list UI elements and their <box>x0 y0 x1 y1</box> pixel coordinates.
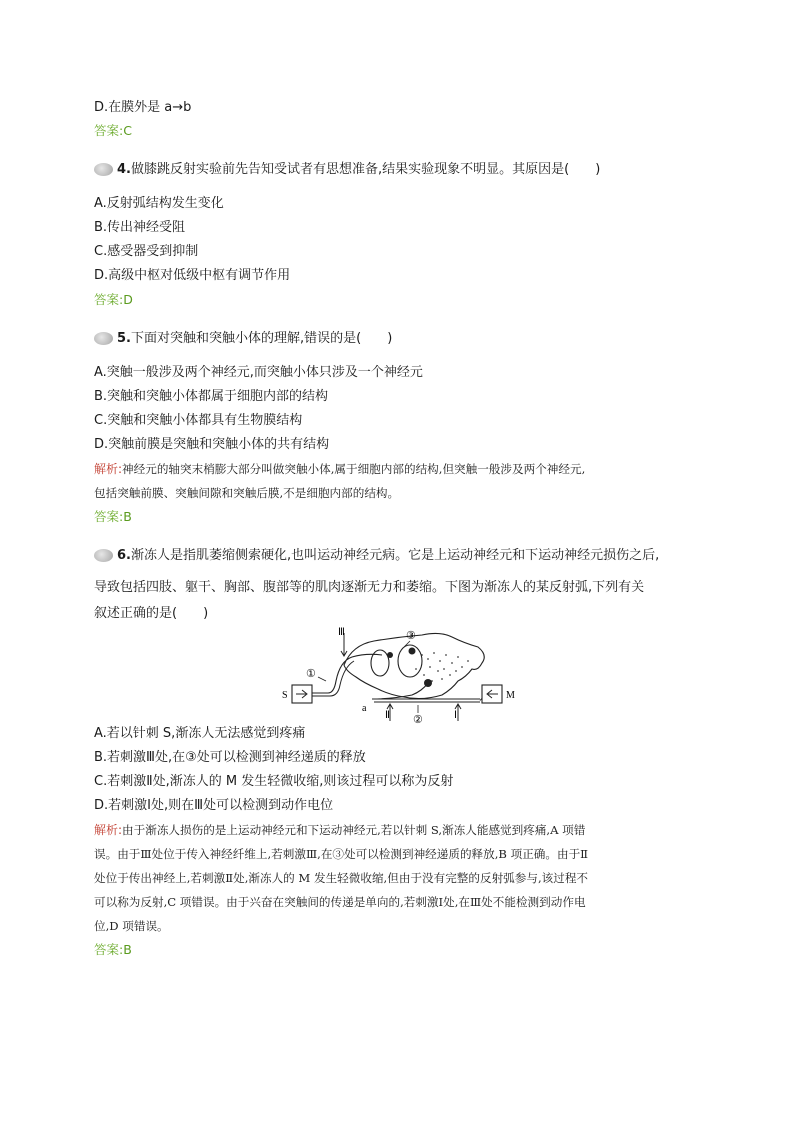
q6-explanation-line-3: 处位于传出神经上,若刺激Ⅱ处,渐冻人的 M 发生轻微收缩,但由于没有完整的反射弧参与,该过程不 <box>94 871 589 885</box>
q3-answer <box>94 122 132 140</box>
q5-explanation-line-2: 包括突触前膜、突触间隙和突触后膜,不是细胞内部的结构。 <box>94 486 400 500</box>
explanation-label: 解析: <box>94 823 123 837</box>
label-circled-2: ② <box>413 714 423 725</box>
reflex-arc-figure <box>282 625 522 725</box>
answer-label: 答案: <box>94 509 124 524</box>
label-a: a <box>362 703 367 714</box>
q6-option-d: D.若刺激Ⅰ处,则在Ⅲ处可以检测到动作电位 <box>94 798 334 813</box>
answer-value: D <box>123 292 133 307</box>
q5-number: 5. <box>117 331 131 346</box>
q5-option-a: A.突触一般涉及两个神经元,而突触小体只涉及一个神经元 <box>94 365 423 380</box>
question-marker-icon <box>94 332 113 345</box>
answer-label: 答案: <box>94 123 124 138</box>
q6-explanation-line-5: 位,D 项错误。 <box>94 919 169 933</box>
q5-option-d: D.突触前膜是突触和突触小体的共有结构 <box>94 437 330 452</box>
q6-stem-text: 渐冻人是指肌萎缩侧索硬化,也叫运动神经元病。它是上运动神经元和下运动神经元损伤之后, <box>130 548 660 563</box>
q6-answer <box>94 941 132 959</box>
q4-number: 4. <box>117 162 131 177</box>
q6-option-a: A.若以针刺 S,渐冻人无法感觉到疼痛 <box>94 726 306 741</box>
q5-option-c: C.突触和突触小体都具有生物膜结构 <box>94 413 303 428</box>
q6-option-b: B.若刺激Ⅲ处,在③处可以检测到神经递质的释放 <box>94 750 366 765</box>
q4-stem-text: 做膝跳反射实验前先告知受试者有思想准备,结果实验现象不明显。其原因是( ) <box>130 162 601 177</box>
answer-value: B <box>123 509 132 524</box>
q6-stem-line-2: 导致包括四肢、躯干、胸部、腹部等的肌肉逐渐无力和萎缩。下图为渐冻人的某反射弧,下列有关 <box>94 580 645 595</box>
q4-stem <box>117 161 600 179</box>
explanation-text: 由于渐冻人损伤的是上运动神经元和下运动神经元,若以针刺 S,渐冻人能感觉到疼痛,A 项错 <box>122 823 586 837</box>
label-m: M <box>506 690 515 701</box>
q4-option-d: D.高级中枢对低级中枢有调节作用 <box>94 268 291 283</box>
answer-label: 答案: <box>94 942 124 957</box>
q5-explanation-line-1 <box>94 460 585 478</box>
label-s: S <box>282 690 288 701</box>
q6-explanation-line-2: 误。由于Ⅲ处位于传入神经纤维上,若刺激Ⅲ,在③处可以检测到神经递质的释放,B 项正确。由于Ⅱ <box>94 847 589 861</box>
q6-explanation-line-1 <box>94 821 585 839</box>
label-circled-1: ① <box>306 668 316 680</box>
q6-number: 6. <box>117 548 131 563</box>
q4-option-c: C.感受器受到抑制 <box>94 244 199 259</box>
question-marker-icon <box>94 163 113 176</box>
q6-explanation-line-4: 可以称为反射,C 项错误。由于兴奋在突触间的传递是单向的,若刺激Ⅰ处,在Ⅲ处不能检测到动作电 <box>94 895 586 909</box>
explanation-text: 神经元的轴突末梢膨大部分叫做突触小体,属于细胞内部的结构,但突触一般涉及两个神经元, <box>122 462 586 476</box>
q4-answer <box>94 291 133 309</box>
label-roman-1: Ⅰ <box>454 710 457 721</box>
answer-label: 答案: <box>94 292 124 307</box>
question-marker-icon <box>94 549 113 562</box>
q5-answer <box>94 508 132 526</box>
q6-option-c: C.若刺激Ⅱ处,渐冻人的 M 发生轻微收缩,则该过程可以称为反射 <box>94 774 454 789</box>
q5-stem-text: 下面对突触和突触小体的理解,错误的是( ) <box>130 331 393 346</box>
q4-option-b: B.传出神经受阻 <box>94 220 186 235</box>
answer-value: C <box>123 123 132 138</box>
label-roman-2: Ⅱ <box>385 710 390 721</box>
label-roman-3: Ⅲ <box>338 627 345 638</box>
q6-stem-line-3: 叙述正确的是( ) <box>94 606 209 621</box>
q5-option-b: B.突触和突触小体都属于细胞内部的结构 <box>94 389 329 404</box>
q3-option-d: D.在膜外是 a→b <box>94 100 192 115</box>
answer-value: B <box>123 942 132 957</box>
label-circled-3: ③ <box>406 630 416 642</box>
explanation-label: 解析: <box>94 462 123 476</box>
q6-stem-line-1 <box>117 547 659 565</box>
q4-option-a: A.反射弧结构发生变化 <box>94 196 224 211</box>
q5-stem <box>117 330 392 348</box>
